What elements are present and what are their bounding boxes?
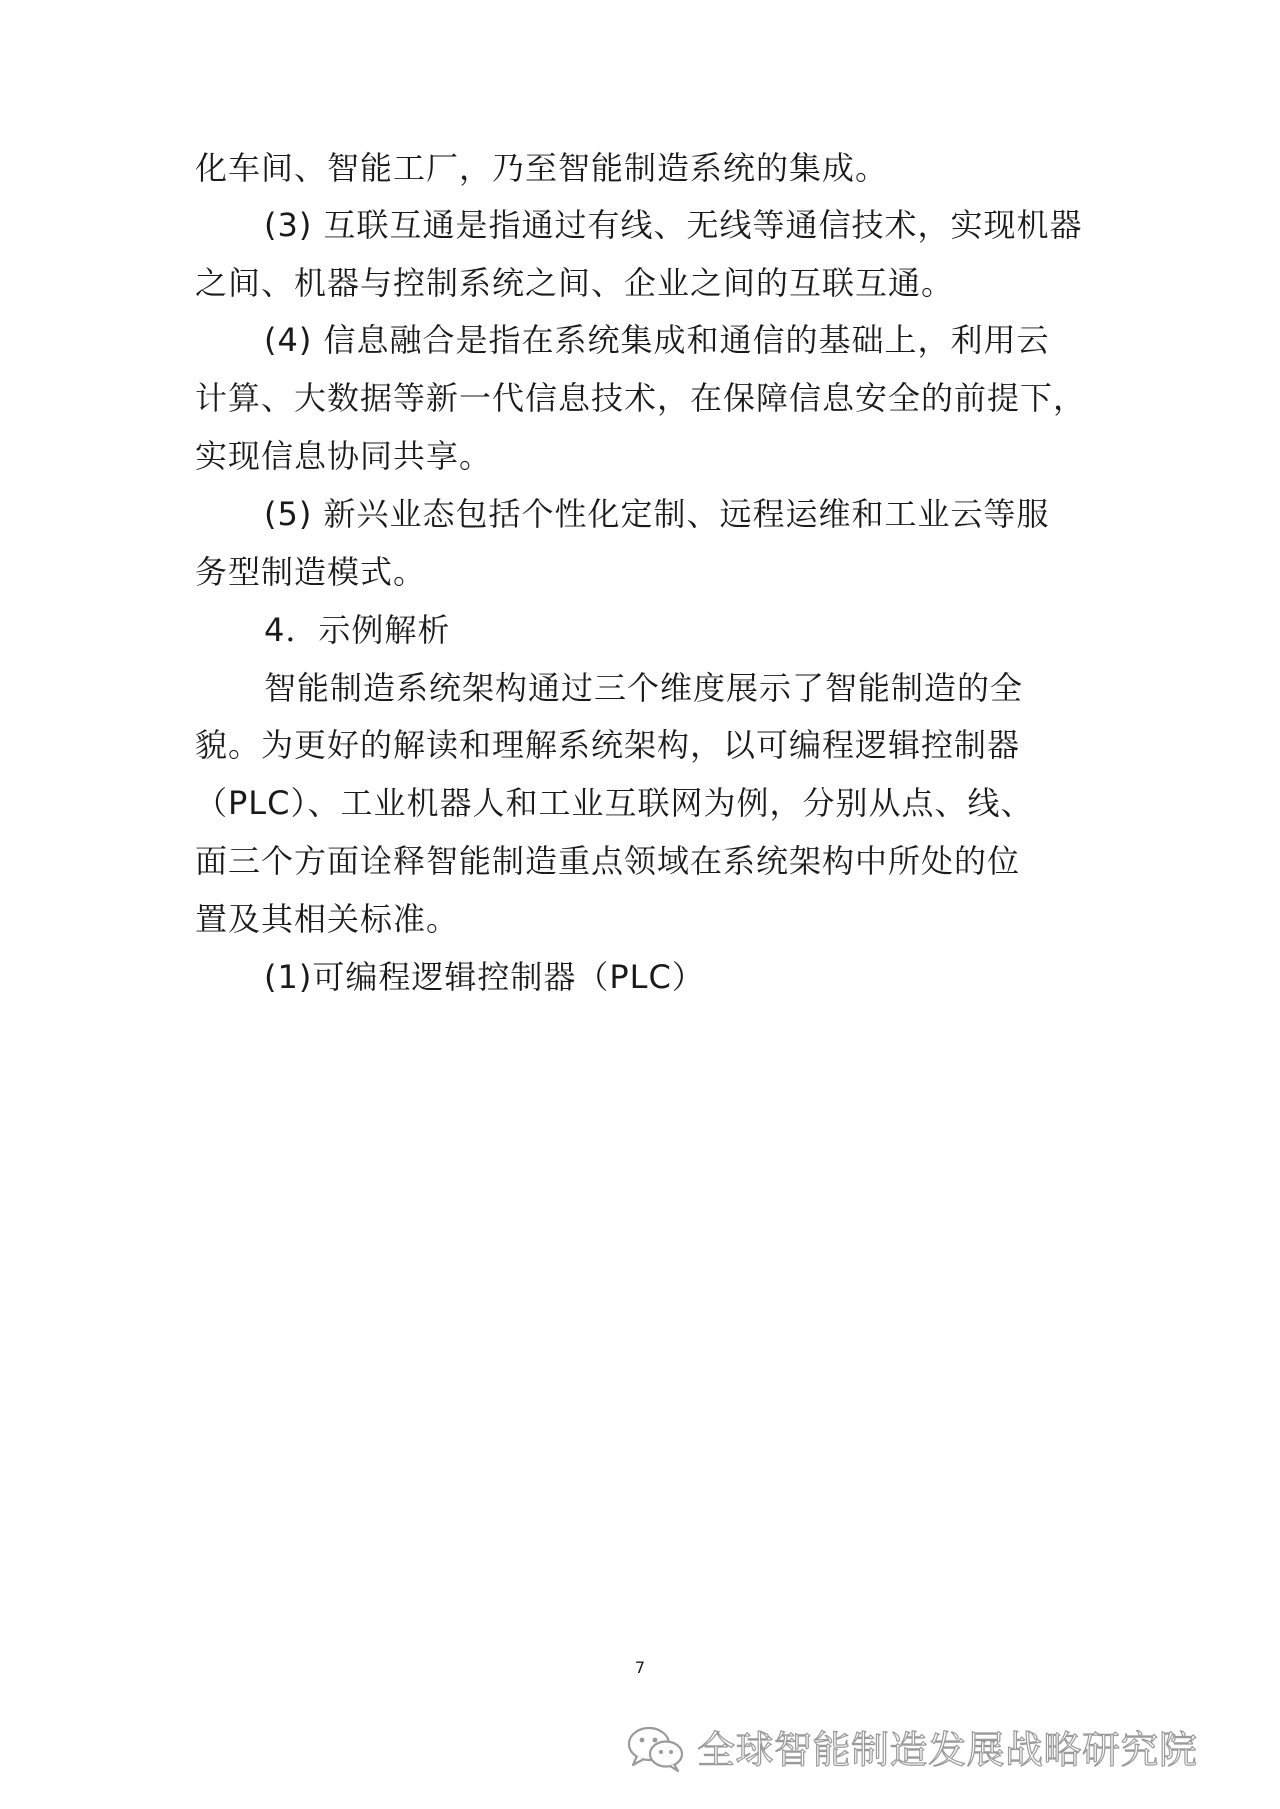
list-item-3-line-1: (3) 互联互通是指通过有线、无线等通信技术，实现机器 <box>264 206 1083 244</box>
list-item-4-line-1: (4) 信息融合是指在系统集成和通信的基础上，利用云 <box>264 321 1050 359</box>
list-item-4-line-2: 计算、大数据等新一代信息技术，在保障信息安全的前提下， <box>195 379 1087 417</box>
paragraph-line-4: 面三个方面诠释智能制造重点领域在系统架构中所处的位 <box>195 842 1021 880</box>
text-line-continuation: 化车间、智能工厂，乃至智能制造系统的集成。 <box>195 149 889 187</box>
wechat-icon <box>625 1722 687 1778</box>
paragraph-line-3: （PLC）、工业机器人和工业互联网为例，分别从点、线、 <box>195 784 1034 822</box>
subsection-heading: (1)可编程逻辑控制器（PLC） <box>264 958 705 996</box>
watermark <box>625 1722 1198 1778</box>
paragraph-line-1: 智能制造系统架构通过三个维度展示了智能制造的全 <box>264 669 1024 707</box>
list-item-4-line-3: 实现信息协同共享。 <box>195 437 493 475</box>
paragraph-line-2: 貌。为更好的解读和理解系统架构，以可编程逻辑控制器 <box>195 726 1021 764</box>
watermark-text: 全球智能制造发展战略研究院 <box>697 1728 1198 1772</box>
list-item-5-line-2: 务型制造模式。 <box>195 553 427 591</box>
page-number: 7 <box>634 1658 646 1677</box>
paragraph-line-5: 置及其相关标准。 <box>195 900 460 938</box>
list-item-5-line-1: (5) 新兴业态包括个性化定制、远程运维和工业云等服 <box>264 495 1050 533</box>
list-item-3-line-2: 之间、机器与控制系统之间、企业之间的互联互通。 <box>195 264 955 302</box>
section-heading: 4．示例解析 <box>264 611 451 649</box>
